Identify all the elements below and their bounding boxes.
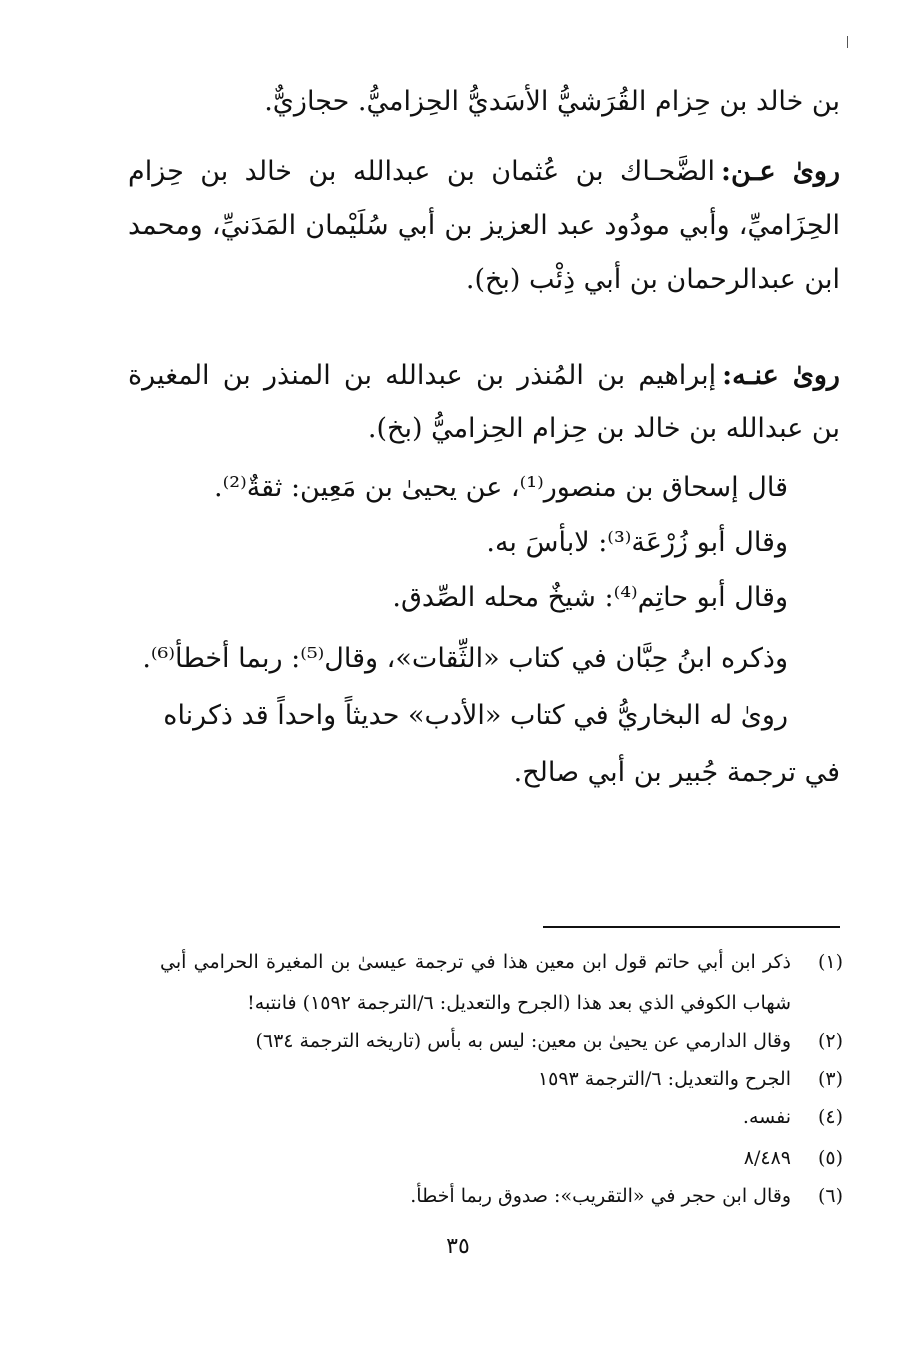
footnote-number: (٥) bbox=[817, 1147, 843, 1169]
bukhari-line-2: في ترجمة جُبير بن أبي صالح. bbox=[513, 757, 840, 788]
rawa-anhu-line-1 bbox=[128, 360, 840, 391]
text-line: ابن عبدالرحمان بن أبي ذِئْب (بخ). bbox=[465, 264, 840, 295]
footnote-text: ذكر ابن أبي حاتم قول ابن معين هذا في ترجمة عيسىٰ بن المغيرة الحرامي أبي bbox=[160, 951, 791, 973]
text-line: إبراهيم بن المُنذر بن عبدالله بن المنذر بن المغيرة bbox=[128, 360, 717, 391]
footnote-text: ٨/٤٨٩ bbox=[743, 1147, 791, 1169]
footnote-number: (١) bbox=[817, 951, 843, 973]
ibn-hibban-line: وذكره ابنُ حِبَّان في كتاب «الثِّقات»، وقال⁽⁵⁾: ربما أخطأ⁽⁶⁾. bbox=[142, 643, 788, 674]
rawa-an-line-1 bbox=[128, 156, 840, 187]
saying-line: قال إسحاق بن منصور⁽¹⁾، عن يحيىٰ بن مَعِين: ثقةٌ⁽²⁾. bbox=[214, 472, 788, 503]
footnote-text: نفسه. bbox=[742, 1106, 791, 1128]
text-line: بن عبدالله بن خالد بن حِزام الحِزاميُّ (بخ). bbox=[367, 413, 840, 444]
footnote-text: وقال ابن حجر في «التقريب»: صدوق ربما أخطأ. bbox=[410, 1185, 791, 1207]
footnote-number: (٦) bbox=[817, 1185, 843, 1207]
footnote-number: (٤) bbox=[817, 1106, 843, 1128]
rawa-anhu-label: روىٰ عنـه: bbox=[722, 360, 840, 391]
saying-line: وقال أبو زُرْعَة⁽³⁾: لابأسَ به. bbox=[486, 527, 788, 558]
footnote-number: (٣) bbox=[817, 1068, 843, 1090]
page-number: ٣٥ bbox=[446, 1234, 470, 1259]
footnote-text: الجرح والتعديل: ٦/الترجمة ١٥٩٣ bbox=[537, 1068, 791, 1090]
footnote-text: وقال الدارمي عن يحيىٰ بن معين: ليس به بأس (تاريخه الترجمة ٦٣٤) bbox=[255, 1030, 791, 1052]
footnote-text: شهاب الكوفي الذي بعد هذا (الجرح والتعديل: ٦/الترجمة ١٥٩٢) فانتبه! bbox=[247, 992, 791, 1014]
footnote-number: (٢) bbox=[817, 1030, 843, 1052]
text-line: الضَّحـاك بن عُثمان بن عبدالله بن خالد بن حِزام bbox=[128, 156, 716, 187]
margin-mark bbox=[847, 36, 848, 48]
text-line: الحِزَاميِّ، وأبي مودُود عبد العزيز بن أبي سُلَيْمان المَدَنيِّ، ومحمد bbox=[128, 210, 840, 241]
footnote-separator bbox=[543, 926, 840, 928]
bukhari-line-1: روىٰ له البخاريُّ في كتاب «الأدب» حديثاً واحداً قد ذكرناه bbox=[163, 700, 788, 731]
rawa-an-label: روىٰ عـن: bbox=[721, 156, 840, 187]
text-line: بن خالد بن حِزام القُرَشيُّ الأسَديُّ الحِزاميُّ. حجازيٌّ. bbox=[264, 86, 840, 117]
saying-line: وقال أبو حاتِم⁽⁴⁾: شيخٌ محله الصِّدق. bbox=[392, 582, 788, 613]
